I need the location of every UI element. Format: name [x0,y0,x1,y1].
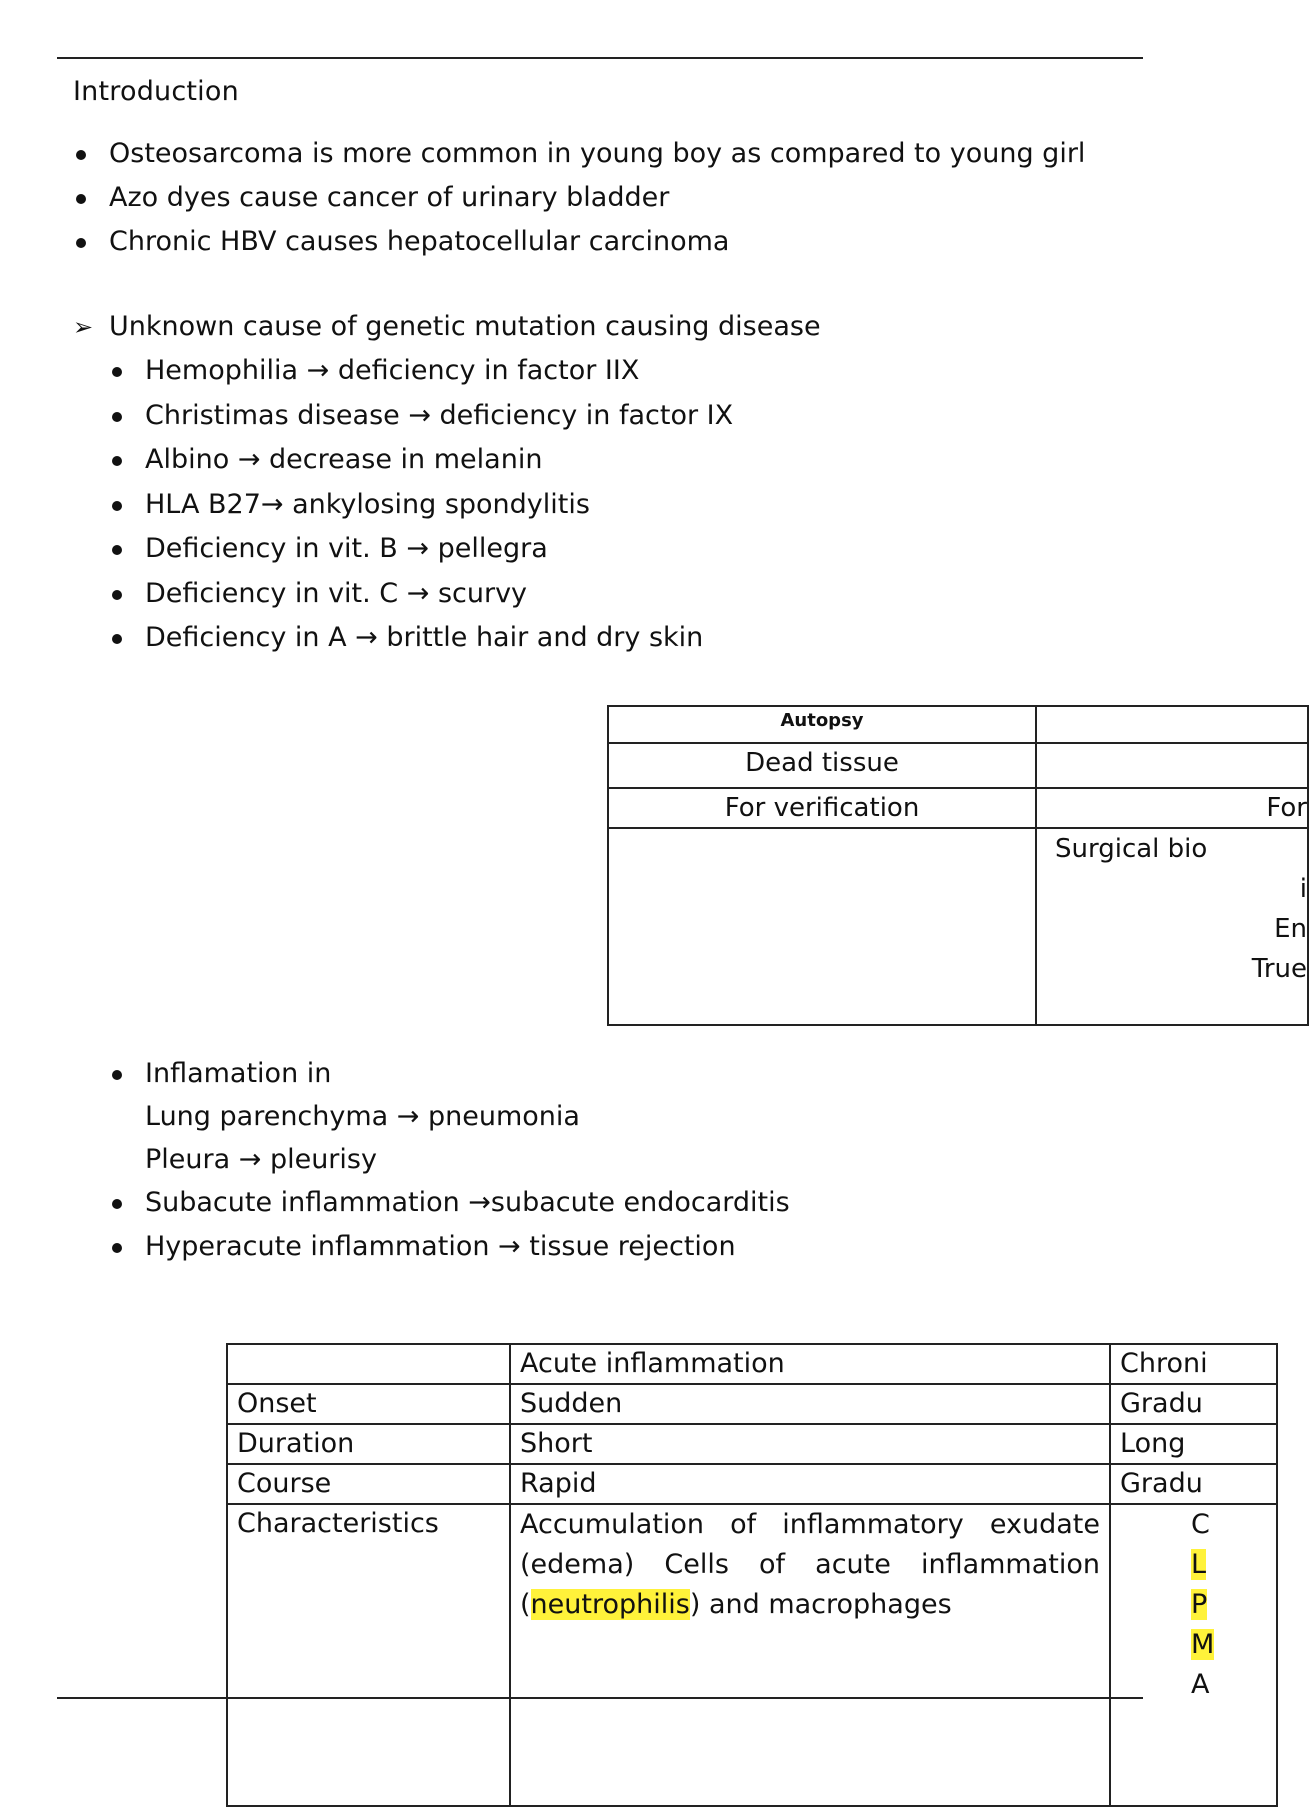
bullet-icon [112,1070,122,1080]
table-cell: Dead tissue [608,743,1036,788]
table-row [227,1464,1277,1504]
list-item: Deficiency in A → brittle hair and dry skin [109,616,733,661]
genetic-heading: ➢ Unknown cause of genetic mutation causing disease [73,305,821,349]
table-header-cell: Chroni [1110,1344,1277,1384]
list-item: Albino → decrease in melanin [109,438,733,483]
table-row [608,828,1308,1025]
list-item: Deficiency in vit. B → pellegra [109,527,733,572]
table-cell: Long [1110,1424,1277,1464]
table-row [608,743,1308,788]
bullet-icon [112,1243,122,1253]
bullet-icon [76,238,86,248]
bullet-icon [76,194,86,204]
table-row [608,788,1308,828]
inflammation-comparison-table [226,1343,1278,1807]
list-item: Deficiency in vit. C → scurvy [109,572,733,617]
table-row [227,1504,1277,1806]
bullet-icon [76,150,86,160]
table-cell: Rapid [510,1464,1110,1504]
table-cell: Characteristics [227,1504,510,1806]
table-cell [608,828,1036,1025]
list-item: Hemophilia → deficiency in factor IIX [109,349,733,394]
table-header-row [227,1344,1277,1384]
table-cell: Onset [227,1384,510,1424]
list-item: Hyperacute inflammation → tissue rejection [109,1225,790,1269]
table-cell-multiline: Surgical bio i En True [1036,828,1308,1025]
table-cell: Sudden [510,1384,1110,1424]
bottom-rule [57,1697,1143,1699]
bullet-icon [112,367,122,377]
bullet-icon [112,590,122,600]
top-rule [57,57,1143,59]
table-cell: Gradu [1110,1384,1277,1424]
list-item: Subacute inflammation →subacute endocarditis [109,1181,790,1225]
table-cell-characteristics-acute: Accumulation of inflammatory exudate (edema) Cells of acute inflammation (neutrophilis) and macrophages [510,1504,1110,1806]
inflammation-list [109,1052,790,1269]
section-heading-introduction: Introduction [73,76,239,107]
list-item: Christimas disease → deficiency in factor IX [109,394,733,439]
bullet-icon [112,545,122,555]
list-item: Inflamation in Lung parenchyma → pneumonia Pleura → pleurisy [109,1052,790,1181]
highlighted-term: neutrophilis [530,1589,690,1620]
bullet-icon [112,634,122,644]
table-header-cell: Acute inflammation [510,1344,1110,1384]
list-item: Azo dyes cause cancer of urinary bladder [73,176,1085,220]
bullet-icon [112,412,122,422]
table-header-cell [227,1344,510,1384]
bullet-icon [112,456,122,466]
table-cell: Gradu [1110,1464,1277,1504]
table-cell [1036,743,1308,788]
autopsy-table [607,705,1309,1026]
table-row [227,1384,1277,1424]
table-cell: For verification [608,788,1036,828]
bullet-icon [112,1199,122,1209]
intro-list [73,132,1085,264]
table-row [227,1424,1277,1464]
bullet-icon [112,501,122,511]
table-cell: Duration [227,1424,510,1464]
table-header-cell [1036,706,1308,743]
list-item: Chronic HBV causes hepatocellular carcinoma [73,220,1085,264]
list-item: HLA B27→ ankylosing spondylitis [109,483,733,528]
table-cell: Short [510,1424,1110,1464]
list-item: Osteosarcoma is more common in young boy as compared to young girl [73,132,1085,176]
table-header-cell: Autopsy [608,706,1036,743]
genetic-list [109,349,733,661]
table-cell: Course [227,1464,510,1504]
arrow-bullet-icon: ➢ [73,313,94,341]
table-cell: For [1036,788,1308,828]
table-cell-characteristics-chronic: C L P M A [1110,1504,1277,1806]
table-header-row [608,706,1308,743]
